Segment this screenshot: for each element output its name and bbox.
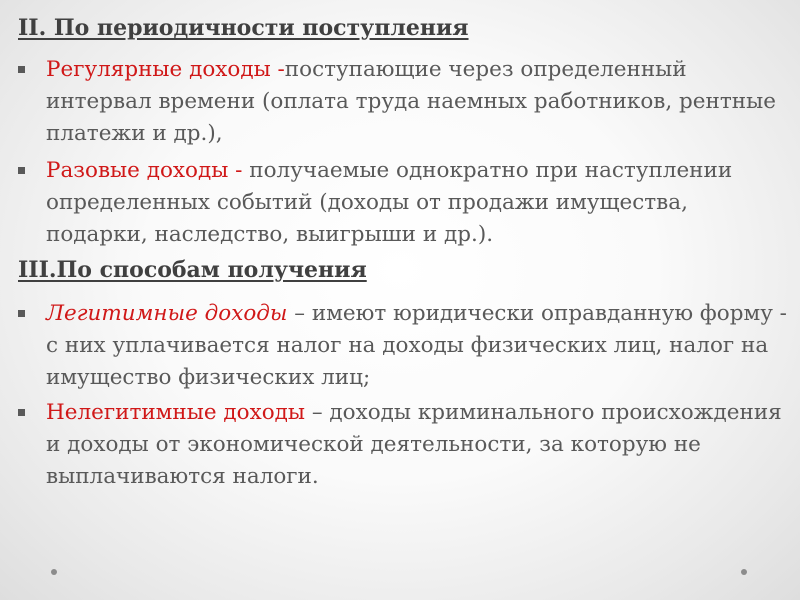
section-heading-method: III.По способам получения bbox=[18, 257, 367, 283]
term-regular-income: Регулярные доходы - bbox=[46, 57, 285, 82]
bullet-item-legitimate-income bbox=[18, 298, 788, 394]
bullet-text bbox=[46, 54, 788, 150]
description-illegitimate-income: – доходы криминального происхождения и доходы от экономической деятельности, за которую не выплачиваются налоги. bbox=[46, 400, 782, 489]
term-one-time-income: Разовые доходы - bbox=[46, 158, 243, 183]
bullet-item-one-time-income bbox=[18, 155, 788, 251]
section-heading-periodicity: II. По периодичности поступления bbox=[18, 15, 469, 41]
square-bullet-icon bbox=[18, 409, 25, 416]
square-bullet-icon bbox=[18, 66, 25, 73]
bullet-item-regular-income bbox=[18, 54, 788, 150]
square-bullet-icon bbox=[18, 310, 25, 317]
bullet-text bbox=[46, 397, 788, 493]
square-bullet-icon bbox=[18, 167, 25, 174]
description-legitimate-income: – имеют юридически оправданную форму - с них уплачивается налог на доходы физических лиц, налог на имущество физических лиц; bbox=[46, 301, 787, 390]
term-illegitimate-income: Нелегитимные доходы bbox=[46, 400, 305, 425]
decorative-dot-icon bbox=[51, 569, 57, 575]
bullet-text bbox=[46, 155, 788, 251]
term-legitimate-income: Легитимные доходы bbox=[46, 301, 288, 326]
description-one-time-income: получаемые однократно при наступлении определенных событий (доходы от продажи имущества, подарки, наследство, выигрыши и др.). bbox=[46, 158, 733, 247]
bullet-text bbox=[46, 298, 788, 394]
bullet-item-illegitimate-income bbox=[18, 397, 788, 493]
decorative-dot-icon bbox=[741, 569, 747, 575]
description-regular-income: поступающие через определенный интервал времени (оплата труда наемных работников, рентные платежи и др.), bbox=[46, 57, 776, 146]
